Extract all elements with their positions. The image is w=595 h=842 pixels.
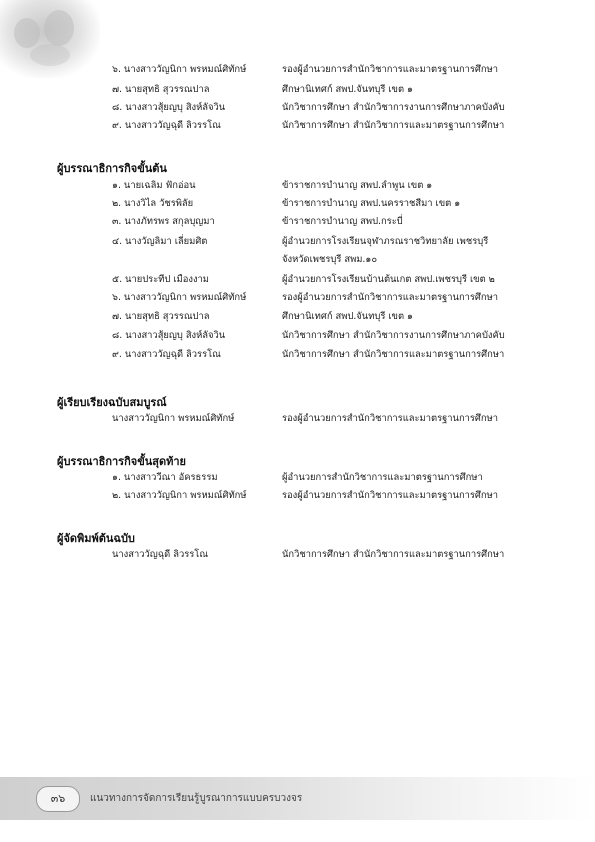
person-name: ๗. นายสุทธิ สุวรรณปาล (112, 84, 210, 95)
photo-figure-shape (14, 18, 40, 48)
person-position: นักวิชาการศึกษา สำนักวิชาการงานการศึกษาภาคบังคับ (282, 330, 505, 341)
person-position: รองผู้อำนวยการสำนักวิชาการและมาตรฐานการศึกษา (282, 64, 498, 75)
person-name: ๔. นางวัญลิมา เลี่ยมศิต (112, 236, 208, 247)
person-position: นักวิชาการศึกษา สำนักวิชาการงานการศึกษาภาคบังคับ (282, 102, 505, 113)
person-name: ๕. นายประทีป เมืองงาม (112, 274, 209, 285)
photo-figure-shape (30, 44, 70, 66)
person-name: ๙. นางสาววัญฉุดี ลิวรรโณ (112, 120, 221, 131)
section-heading: ผู้บรรณาธิการกิจขั้นสุดท้าย (57, 455, 186, 468)
person-position: จังหวัดเพชรบุรี สพม.๑๐ (282, 254, 378, 265)
section-heading: ผู้บรรณาธิการกิจขั้นต้น (57, 162, 167, 175)
person-position: รองผู้อำนวยการสำนักวิชาการและมาตรฐานการศึกษา (282, 413, 498, 424)
person-position: ผู้อำนวยการสำนักวิชาการและมาตรฐานการศึกษา (282, 472, 483, 483)
footer-title: แนวทางการจัดการเรียนรู้บูรณาการแบบครบวงจร (90, 793, 303, 804)
person-position: ศึกษานิเทศก์ สพป.จันทบุรี เขต ๑ (282, 311, 413, 322)
person-position: นักวิชาการศึกษา สำนักวิชาการและมาตรฐานการศึกษา (282, 549, 505, 560)
person-position: นักวิชาการศึกษา สำนักวิชาการและมาตรฐานการศึกษา (282, 349, 505, 360)
person-position: ผู้อำนวยการโรงเรียนจุฬาภรณราชวิทยาลัย เพชรบุรี (282, 236, 489, 247)
person-name: ๖. นางสาววัญนิกา พรหมณ์ศิทักษ์ (112, 64, 247, 75)
person-name: ๘. นางสาวสุ้ยญบุ สิงห์ลัจวิน (112, 330, 226, 341)
person-position: ข้าราชการบำนาญ สพป.นครราชสีมา เขต ๑ (282, 198, 461, 209)
person-position: ข้าราชการบำนาญ สพป.กระบี่ (282, 216, 403, 227)
person-name: ๑. นางสาววีณา อัครธรรม (112, 472, 218, 483)
person-name: ๗. นายสุทธิ สุวรรณปาล (112, 311, 210, 322)
photo-figure-shape (44, 10, 74, 46)
person-position: รองผู้อำนวยการสำนักวิชาการและมาตรฐานการศึกษา (282, 490, 498, 501)
person-name: ๖. นางสาววัญนิกา พรหมณ์ศิทักษ์ (112, 292, 247, 303)
person-name: ๘. นางสาวสุ้ยญบุ สิงห์ลัจวิน (112, 102, 226, 113)
person-position: รองผู้อำนวยการสำนักวิชาการและมาตรฐานการศึกษา (282, 292, 498, 303)
person-position: ศึกษานิเทศก์ สพป.จันทบุรี เขต ๑ (282, 84, 413, 95)
person-name: ๒. นางสาววัญนิกา พรหมณ์ศิทักษ์ (112, 490, 247, 501)
person-name: นางสาววัญฉุดี ลิวรรโณ (112, 549, 209, 560)
person-name: ๓. นางภัทรพร สกุลบุญมา (112, 216, 215, 227)
person-name: ๒. นางวิไล วัชรพิลัย (112, 198, 194, 209)
corner-decorative-image (0, 0, 100, 78)
person-position: ข้าราชการบำนาญ สพป.ลำพูน เขต ๑ (282, 180, 433, 191)
section-heading: ผู้จัดพิมพ์ต้นฉบับ (57, 532, 135, 545)
person-name: นางสาววัญนิกา พรหมณ์ศิทักษ์ (112, 413, 235, 424)
section-heading: ผู้เรียบเรียงฉบับสมบูรณ์ (57, 396, 167, 409)
person-name: ๑. นายเฉลิม ฟักอ่อน (112, 180, 196, 191)
person-name: ๙. นางสาววัญฉุดี ลิวรรโณ (112, 349, 221, 360)
page-number: ๓๖ (36, 786, 80, 812)
person-position: นักวิชาการศึกษา สำนักวิชาการและมาตรฐานการศึกษา (282, 120, 505, 131)
person-position: ผู้อำนวยการโรงเรียนบ้านต้นเกต สพป.เพชรบุรี เขต ๒ (282, 274, 495, 285)
